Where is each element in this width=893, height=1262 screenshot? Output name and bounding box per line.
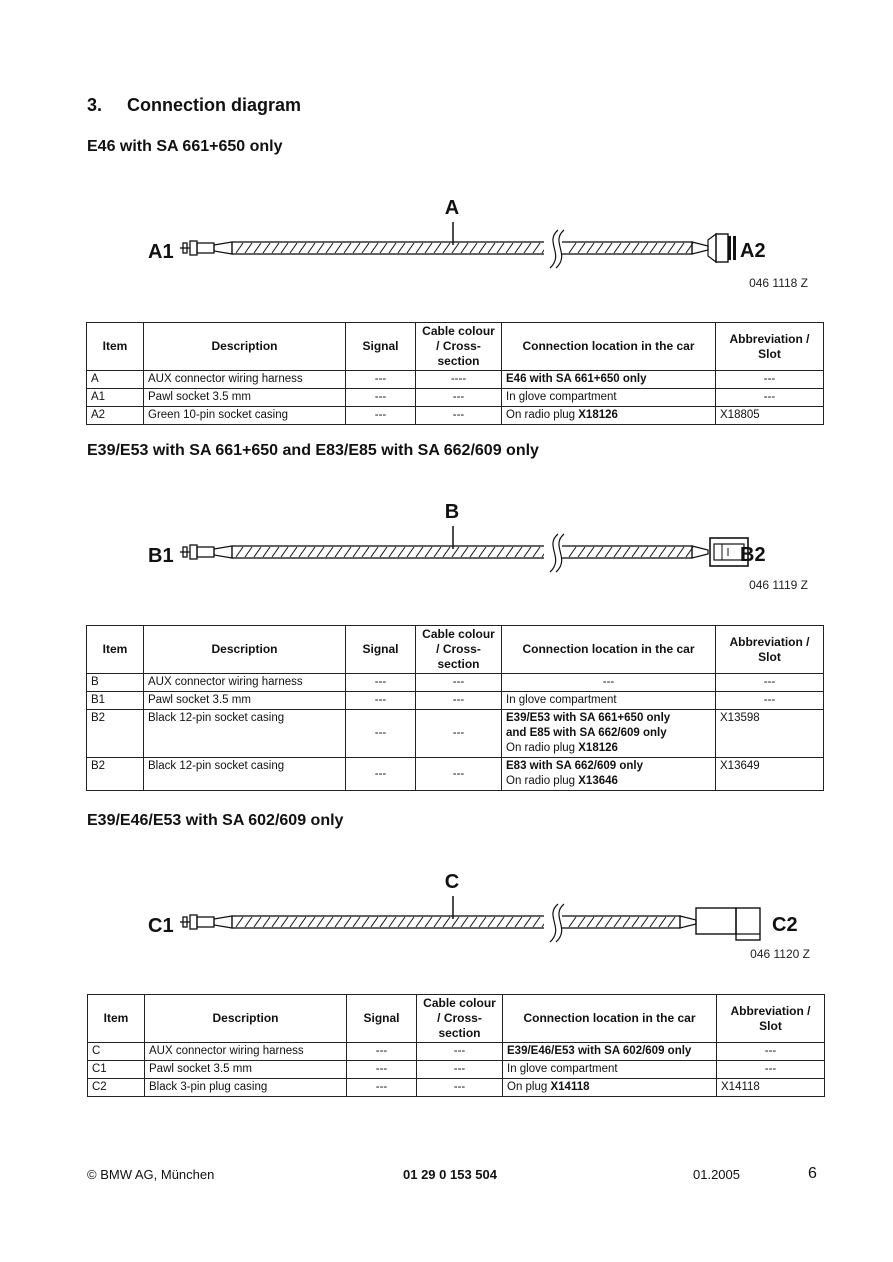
cell-item: B2 bbox=[87, 758, 144, 791]
cell-abbreviation: --- bbox=[716, 371, 824, 389]
block-heading-c: E39/E46/E53 with SA 602/609 only bbox=[87, 812, 344, 829]
cell-cable: --- bbox=[416, 758, 502, 791]
cell-abbreviation: --- bbox=[717, 1061, 825, 1079]
diagram-label-top: A bbox=[444, 197, 460, 219]
cell-abbreviation: X18805 bbox=[716, 407, 824, 425]
column-header: Signal bbox=[346, 323, 416, 371]
cell-signal: --- bbox=[346, 674, 416, 692]
cell-description: Pawl socket 3.5 mm bbox=[145, 1061, 347, 1079]
table-row bbox=[87, 407, 824, 425]
diagram-ref-a: 046 1118 Z bbox=[749, 276, 808, 290]
location-text: On plug bbox=[507, 1081, 551, 1093]
cell-location bbox=[502, 674, 716, 692]
cell-signal: --- bbox=[347, 1061, 417, 1079]
diagram-label-top: C bbox=[444, 871, 460, 893]
cell-item: B2 bbox=[87, 710, 144, 758]
cell-item: C2 bbox=[88, 1079, 145, 1097]
cell-location bbox=[503, 1079, 717, 1097]
spec-table-a bbox=[86, 322, 824, 425]
cell-description: AUX connector wiring harness bbox=[144, 674, 346, 692]
cell-signal: --- bbox=[347, 1079, 417, 1097]
column-header: Cable colour / Cross-section bbox=[416, 626, 502, 674]
plug-code: X14118 bbox=[550, 1081, 590, 1093]
column-header: Connection location in the car bbox=[502, 323, 716, 371]
location-text: On radio plug bbox=[506, 775, 579, 787]
jack-plug-icon bbox=[180, 545, 232, 559]
column-header: Cable colour / Cross-section bbox=[417, 995, 503, 1043]
cell-description: Black 12-pin socket casing bbox=[144, 758, 346, 791]
cell-abbreviation: --- bbox=[716, 389, 824, 407]
cell-cable: ---- bbox=[416, 371, 502, 389]
cell-abbreviation: --- bbox=[716, 692, 824, 710]
cell-cable: --- bbox=[417, 1079, 503, 1097]
diagram-label-left: B1 bbox=[148, 545, 174, 567]
connector-casing-icon bbox=[696, 908, 760, 940]
cell-cable: --- bbox=[417, 1043, 503, 1061]
column-header: Connection location in the car bbox=[502, 626, 716, 674]
cell-signal: --- bbox=[346, 407, 416, 425]
location-text: In glove compartment bbox=[506, 391, 617, 403]
location-line bbox=[506, 711, 711, 726]
cable bbox=[232, 230, 708, 268]
cell-cable: --- bbox=[416, 407, 502, 425]
cell-description: Black 12-pin socket casing bbox=[144, 710, 346, 758]
location-line bbox=[507, 1080, 712, 1095]
cell-item: C bbox=[88, 1043, 145, 1061]
table-row bbox=[87, 692, 824, 710]
column-header: Item bbox=[88, 995, 145, 1043]
column-header: Description bbox=[145, 995, 347, 1043]
location-line bbox=[506, 675, 711, 690]
cell-cable: --- bbox=[416, 674, 502, 692]
location-text: In glove compartment bbox=[507, 1063, 618, 1075]
cell-signal: --- bbox=[346, 758, 416, 791]
cell-item: A bbox=[87, 371, 144, 389]
location-text: and E85 with SA 662/609 only bbox=[506, 727, 667, 739]
cell-location bbox=[502, 692, 716, 710]
cell-item: A1 bbox=[87, 389, 144, 407]
diagram-label-top: B bbox=[444, 501, 460, 523]
cell-signal: --- bbox=[346, 710, 416, 758]
footer-copyright: © BMW AG, München bbox=[87, 1167, 215, 1182]
table-row bbox=[87, 758, 824, 791]
diagram-label-right: B2 bbox=[740, 544, 766, 566]
cell-location bbox=[503, 1061, 717, 1079]
column-header: Abbreviation / Slot bbox=[716, 323, 824, 371]
footer-doc-number: 01 29 0 153 504 bbox=[403, 1167, 497, 1182]
cell-location bbox=[503, 1043, 717, 1061]
cell-cable: --- bbox=[416, 710, 502, 758]
cell-signal: --- bbox=[346, 389, 416, 407]
cell-cable: --- bbox=[416, 692, 502, 710]
location-text: E83 with SA 662/609 only bbox=[506, 760, 643, 772]
location-text: E46 with SA 661+650 only bbox=[506, 373, 647, 385]
cell-description: AUX connector wiring harness bbox=[145, 1043, 347, 1061]
table-row bbox=[88, 1061, 825, 1079]
table-row bbox=[88, 1079, 825, 1097]
cell-description: Green 10-pin socket casing bbox=[144, 407, 346, 425]
cell-description: Black 3-pin plug casing bbox=[145, 1079, 347, 1097]
cell-abbreviation: X13649 bbox=[716, 758, 824, 791]
plug-code: X18126 bbox=[578, 409, 618, 421]
location-text: On radio plug bbox=[506, 409, 579, 421]
diagram-label-right: C2 bbox=[772, 914, 798, 936]
footer-date: 01.2005 bbox=[693, 1167, 740, 1182]
section-title-text: Connection diagram bbox=[127, 95, 302, 115]
location-text: --- bbox=[602, 676, 615, 688]
cell-description: Pawl socket 3.5 mm bbox=[144, 692, 346, 710]
cell-location bbox=[502, 389, 716, 407]
location-line bbox=[506, 741, 711, 756]
location-line bbox=[506, 372, 711, 387]
location-text: On radio plug bbox=[506, 742, 579, 754]
cell-abbreviation: X14118 bbox=[717, 1079, 825, 1097]
diagram-label-left: C1 bbox=[148, 915, 174, 937]
column-header: Abbreviation / Slot bbox=[716, 626, 824, 674]
location-line bbox=[506, 408, 711, 423]
block-heading-b: E39/E53 with SA 661+650 and E83/E85 with SA 662/609 only bbox=[87, 442, 539, 459]
column-header: Item bbox=[87, 323, 144, 371]
jack-plug-icon bbox=[180, 241, 232, 255]
table-row bbox=[87, 674, 824, 692]
location-text: In glove compartment bbox=[506, 694, 617, 706]
location-line bbox=[506, 390, 711, 405]
column-header: Signal bbox=[347, 995, 417, 1043]
location-line bbox=[506, 726, 711, 741]
diagram-label-right: A2 bbox=[740, 240, 766, 262]
column-header: Description bbox=[144, 323, 346, 371]
column-header: Signal bbox=[346, 626, 416, 674]
table-row bbox=[88, 1043, 825, 1061]
block-heading-a: E46 with SA 661+650 only bbox=[87, 138, 283, 155]
cell-item: A2 bbox=[87, 407, 144, 425]
diagram-label-left: A1 bbox=[148, 241, 174, 263]
cell-description: Pawl socket 3.5 mm bbox=[144, 389, 346, 407]
section-number: 3. bbox=[87, 95, 103, 115]
location-text: E39/E46/E53 with SA 602/609 only bbox=[507, 1045, 692, 1057]
cell-signal: --- bbox=[347, 1043, 417, 1061]
cell-cable: --- bbox=[416, 389, 502, 407]
cell-item: B bbox=[87, 674, 144, 692]
cell-item: C1 bbox=[88, 1061, 145, 1079]
cell-description: AUX connector wiring harness bbox=[144, 371, 346, 389]
location-line bbox=[506, 774, 711, 789]
cell-signal: --- bbox=[346, 692, 416, 710]
section-title bbox=[87, 95, 301, 116]
location-line bbox=[507, 1044, 712, 1059]
cell-abbreviation: X13598 bbox=[716, 710, 824, 758]
cell-signal: --- bbox=[346, 371, 416, 389]
location-line bbox=[506, 693, 711, 708]
column-header: Connection location in the car bbox=[503, 995, 717, 1043]
plug-code: X18126 bbox=[578, 742, 618, 754]
table-row bbox=[87, 371, 824, 389]
spec-table-c bbox=[87, 994, 825, 1097]
table-row bbox=[87, 710, 824, 758]
jack-plug-icon bbox=[180, 915, 232, 929]
cell-location bbox=[502, 371, 716, 389]
diagram-ref-b: 046 1119 Z bbox=[749, 578, 808, 592]
cell-abbreviation: --- bbox=[716, 674, 824, 692]
cable bbox=[232, 534, 708, 572]
column-header: Abbreviation / Slot bbox=[717, 995, 825, 1043]
spec-table-b bbox=[86, 625, 824, 791]
location-line bbox=[506, 759, 711, 774]
cell-location bbox=[502, 407, 716, 425]
cell-abbreviation: --- bbox=[717, 1043, 825, 1061]
connector-casing-icon bbox=[708, 234, 736, 262]
table-row bbox=[87, 389, 824, 407]
column-header: Item bbox=[87, 626, 144, 674]
column-header: Cable colour / Cross-section bbox=[416, 323, 502, 371]
cell-location bbox=[502, 758, 716, 791]
plug-code: X13646 bbox=[578, 775, 618, 787]
diagram-ref-c: 046 1120 Z bbox=[750, 947, 810, 961]
cell-location bbox=[502, 710, 716, 758]
footer-page-number: 6 bbox=[808, 1165, 817, 1182]
cell-item: B1 bbox=[87, 692, 144, 710]
cable bbox=[232, 904, 696, 942]
cell-cable: --- bbox=[417, 1061, 503, 1079]
column-header: Description bbox=[144, 626, 346, 674]
location-text: E39/E53 with SA 661+650 only bbox=[506, 712, 671, 724]
location-line bbox=[507, 1062, 712, 1077]
